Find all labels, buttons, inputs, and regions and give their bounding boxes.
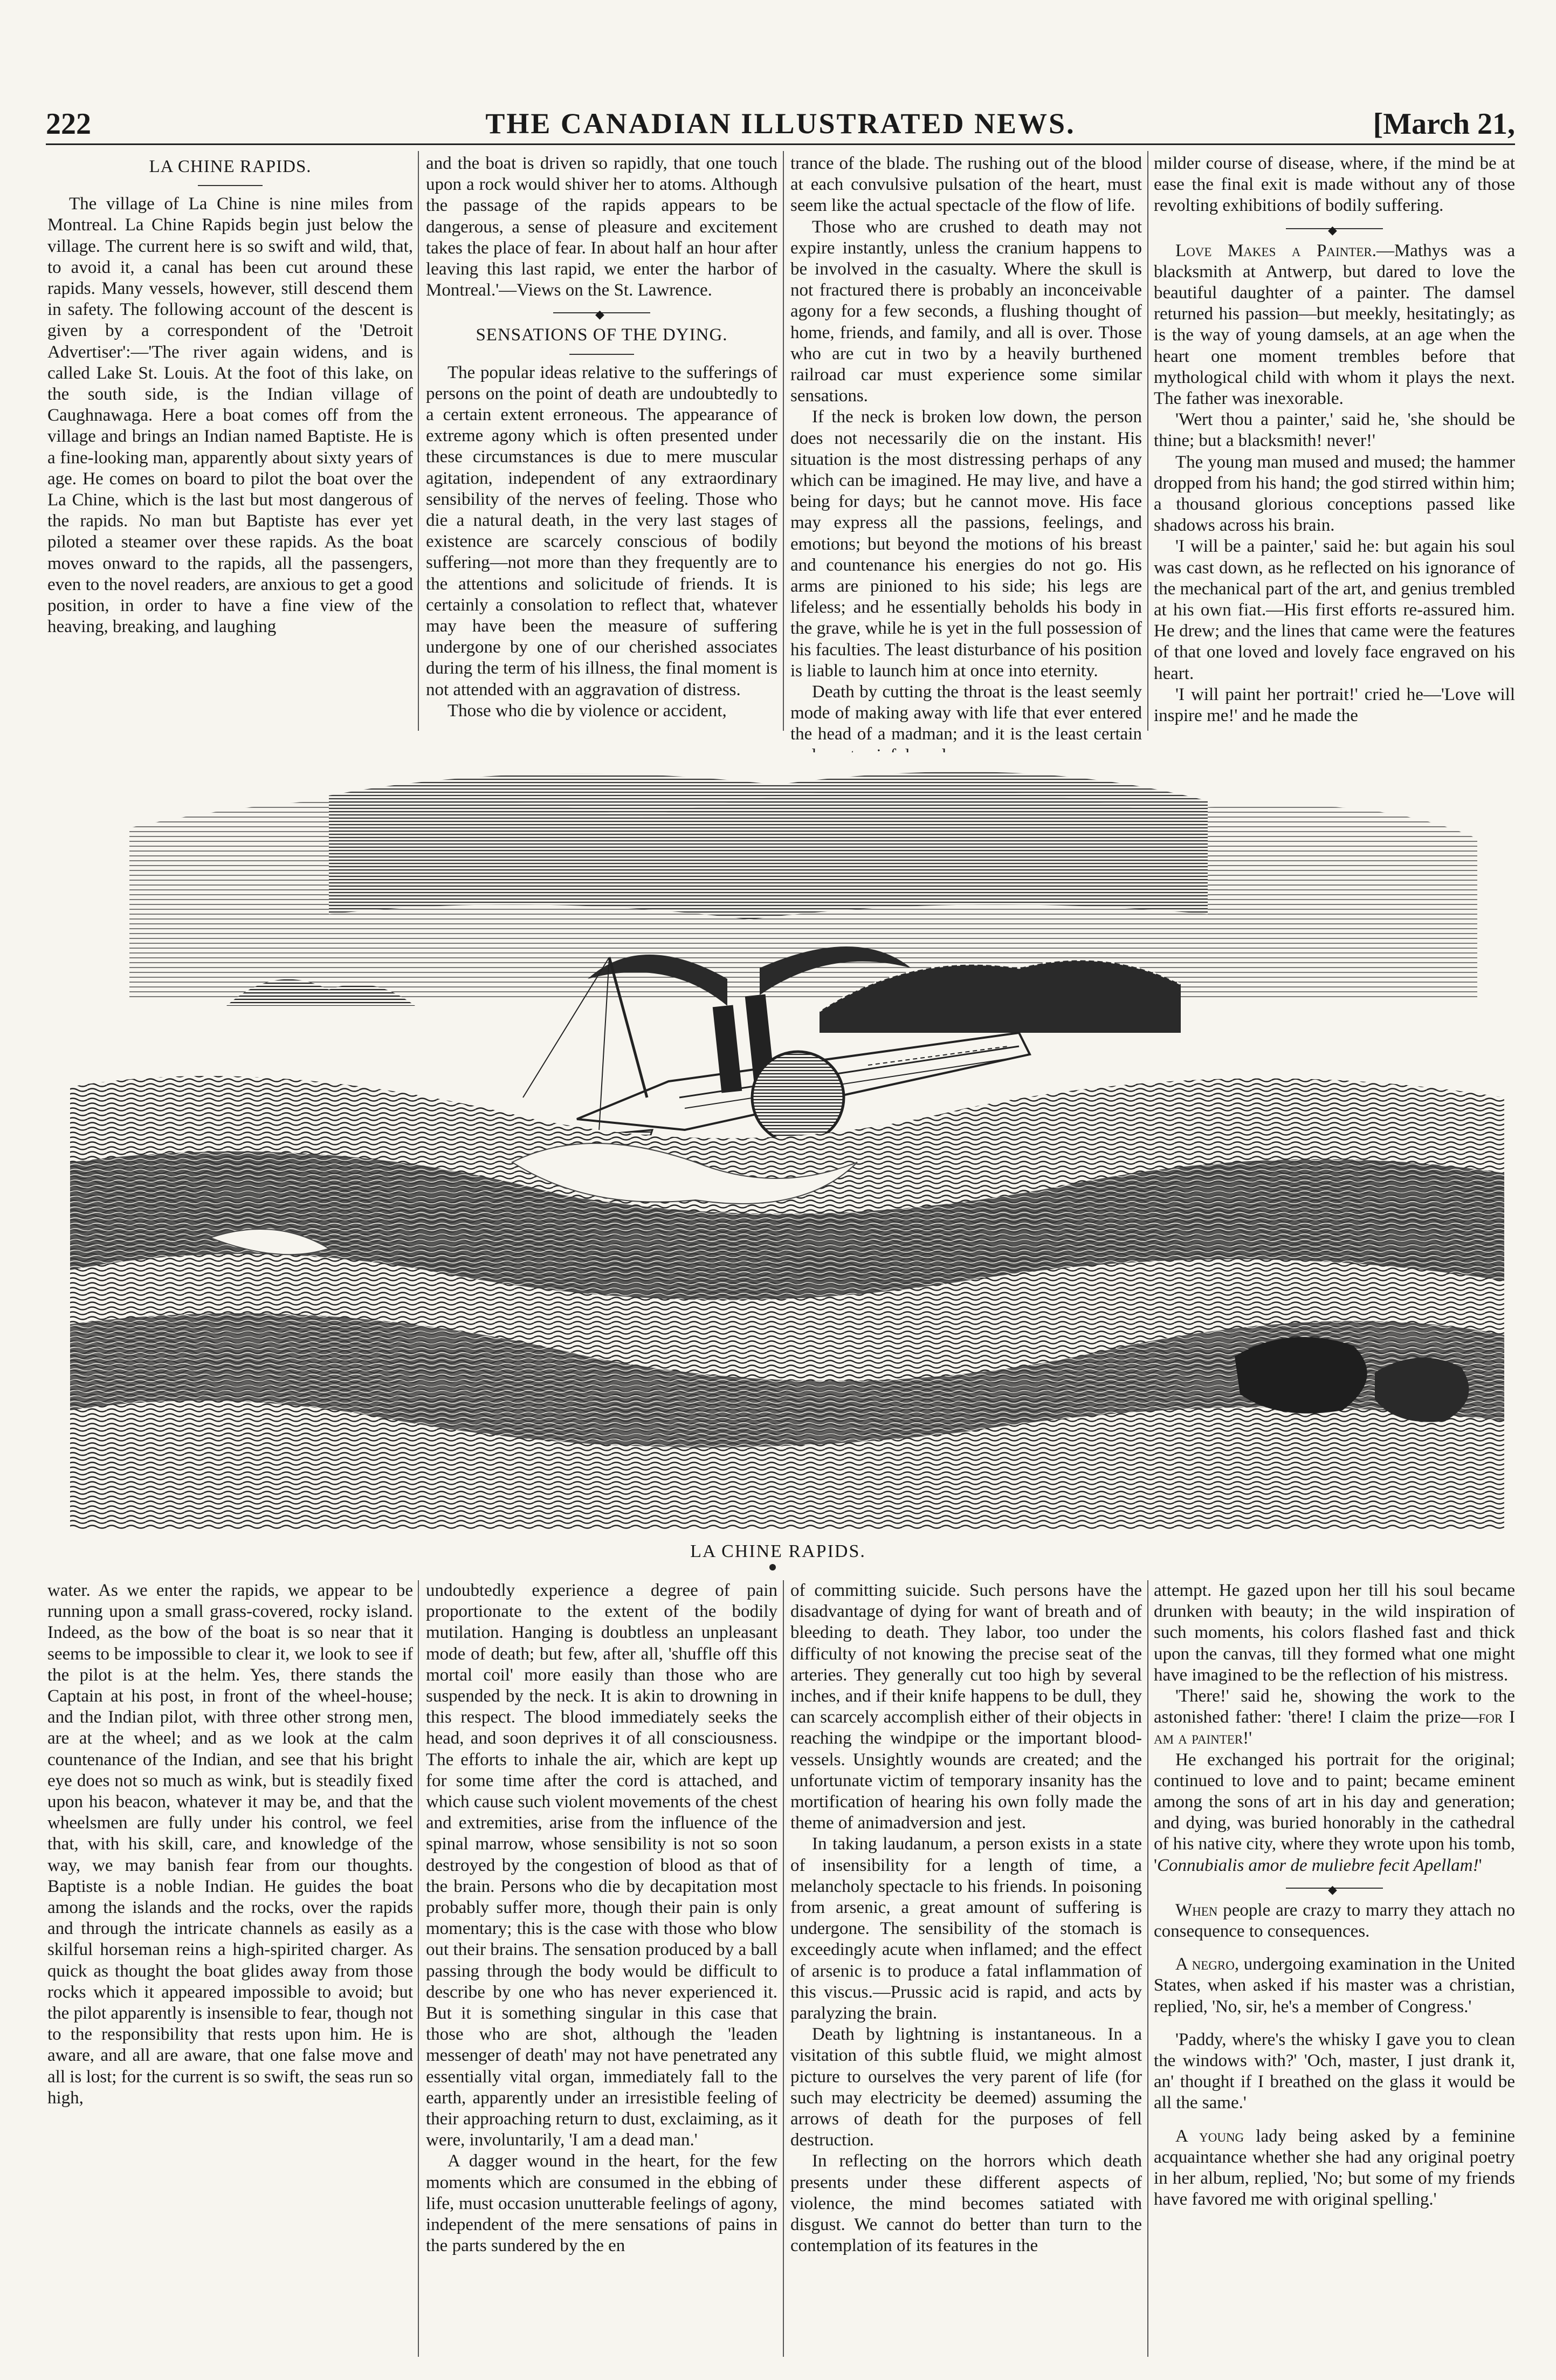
article-text: The popular ideas relative to the sufferings of persons on the point of death are undoubtedly to a certain extent erroneous. The appearance of extreme agony which is often presented under these circumstances is due to mere muscular agitation, independent of any extraordinary sensibility of the nerves of feeling. Those who die a natural death, in the very last stages of existence are scarcely conscious of bodily suffering—not more than they frequently are to the attentions and solicitude of friends. It is certainly a consolation to reflect that, whatever may have been the measure of suffering undergone by one of our cherished associates during the term of his illness, the final moment is not attended with an aggravation of distress. [426,362,777,699]
article-text: undoubtedly experience a degree of pain proportionate to the extent of the bodily mutilation. Hanging is doubtless an unpleasant mode of death; but few, after all, 'shuffle off this mortal coil' more easily than those who are suspended by the neck. It is akin to drowning in this respect. The blood immediately seeks the head, and soon deprives it of all consciousness. The efforts to inhale the air, which are kept up for some time after the cord is attached, and which cause such violent movements of the chest and extremities, arise from the influence of the spinal marrow, whose sensibility is not so soon destroyed by the congestion of blood as that of the brain. Persons who die by decapitation most probably suffer more, though their pain is only momentary; this is the case with those who blow out their brains. The sensation produced by a ball passing through the body would be difficult to describe by one who has never experienced it. But it is something singular in this case that those who are shot, although the 'leaden messenger of death' may not have penetrated any essentially vital organ, immediately fall to the earth, apparently under an irresistible feeling of their approaching return to dust, exclaiming, as it were, involuntarily, 'I am a dead man.' [426,1581,777,2150]
article-text: undergoing examination in the United States, when asked if his master was a christian, replied, 'No, sir, he's a member of Congress.' [1154,1954,1516,2017]
newspaper-title: THE CANADIAN ILLUSTRATED NEWS. [485,107,1076,140]
lead-in: Love Makes a Painter. [1175,241,1376,260]
article-text: 'Wert thou a painter,' said he, 'she should be thine; but a blacksmith! never!' [1154,410,1515,451]
ornament-rule [1286,224,1383,233]
article-text: ' [1478,1855,1482,1875]
column-rule [783,151,784,731]
article-heading-sensations: SENSATIONS OF THE DYING. [476,325,728,345]
article-text: and the boat is driven so rapidly, that one touch upon a rock would shiver her to atoms. Although the passage of the rapids appears to be dangerous, a sense of pleasure and excitement takes the place of fear. In about half an hour after leaving this last rapid, we enter the harbor of Montreal.'—Views on the St. Lawrence. [426,154,777,300]
column-4-bottom [1154,1580,1515,2360]
article-text: Death by cutting the throat is the least seemly mode of making away with life that ever entered the head of a madman; and it is the least certain [790,682,1142,744]
article-text: attempt. He gazed upon her till his soul became drunken with beauty; in the wild inspiration of such moments, his colors flashed fast and thick upon the canvas, till they formed what one might have imagined to be the reflection of his mistress. [1154,1581,1515,1685]
lead-in: A negro, [1175,1954,1240,1974]
article-text: trance of the blade. The rushing out of the blood at each convulsive pulsation of the heart, must seem like the actual spectacle of the flow of life. [790,154,1142,216]
article-text: Those who die by violence or accident, [447,701,727,721]
article-text: Death by lightning is instantaneous. In a visitation of this subtle fluid, we might almost picture to ourselves the very parent of life (for such may electricity be deemed) assuming the arrows of death for the purposes of fell destruction. [790,2025,1142,2150]
article-text: of committing suicide. Such persons have the disadvantage of dying for want of breath and of bleeding to death. They labor, too under the difficulty of not knowing the precise seat of the arteries. They generally cut too high by several inches, and if their knife happens to be dull, they can scarcely accomplish either of their objects in reaching the windpipe or the important blood-vessels. Unsightly wounds are created; and the unfortunate victim of temporary insanity has the mortification of hearing his own folly made the theme of animadversion and jest. [790,1581,1142,1833]
separator [198,185,263,186]
masthead [46,102,1515,140]
column-3-top [790,153,1142,744]
article-text: The young man mused and mused; the hammer dropped from his hand; the god stirred within him; a thousand glorious conceptions passed like shadows across his brain. [1154,452,1515,536]
article-text: 'I will paint her portrait!' cried he—'Love will inspire me!' and he made the [1154,684,1515,726]
article-text: —Mathys was a blacksmith at Antwerp, but dared to love the beautiful daughter of a painter. The damsel returned his passion—but meekly, hesitatingly; as is the way of young damsels, at an age when the heart one moment trembles before that mythological child with whom it plays the next. The father was inexorable. [1154,241,1515,409]
article-text: 'Paddy, where's the whisky I gave you to clean the windows with?' 'Och, master, I just drank it, an' thought if I breathed on the glass it would be all the same.' [1154,2029,1515,2113]
article-heading-la-chine: LA CHINE RAPIDS. [149,157,312,176]
column-4-top [1154,153,1515,733]
column-rule [1147,1580,1148,2357]
ornament-rule [553,308,650,317]
ornament-rule [1286,1884,1383,1892]
article-text: !' [1243,1729,1252,1748]
column-3-bottom [790,1580,1142,2360]
column-2-top [426,153,777,733]
caption-bullet [769,1564,776,1570]
column-rule [1147,151,1148,731]
illustration-caption: LA CHINE RAPIDS. [690,1541,866,1561]
article-text: Those who are crushed to death may not expire instantly, unless the cranium happens to be involved in the casualty. Where the skull is not fractured there is probably an inconceivable agony for a few seconds, a flushing thought of home, friends, and family, and all is over. Those who are cut in two by a heavily burthened railroad car must experience some similar sensations. [790,217,1142,406]
article-text: people are crazy to marry they attach no consequence to consequences. [1154,1900,1515,1942]
article-text: 'There!' said he, showing the work to the astonished father: 'there! I claim the prize— [1154,1686,1515,1727]
separator [569,354,634,355]
article-text: If the neck is broken low down, the person does not necessarily die on the instant. His situation is the most distressing perhaps of any which can be imagined. He may live, and have a being for days; but he cannot move. His face may express all the passions, feelings, and emotions; but beyond the motions of his breast and countenance his energies do not go. His arms are pinioned to his side; his legs are lifeless; and he essentially beholds his body in the grave, while he is yet in the full possession of his faculties. The least disturbance of his position is liable to launch him at once into eternity. [790,407,1142,681]
engraving-la-chine-rapids [49,752,1515,1529]
column-rule [783,1580,784,2357]
article-text: lady being asked by a feminine acquaintance whether she had any original poetry in her album, replied, 'No; but some of my friends have favored me with original spelling.' [1154,2126,1516,2210]
article-text: He exchanged his portrait for the original; continued to love and to paint; became eminent among the sons of art in his day and generation; and dying, was buried honorably in the cathedral of his native city, where they wrote upon his tomb, ' [1154,1750,1515,1875]
column-2-bottom [426,1580,777,2360]
article-text: In taking laudanum, a person exists in a state of insensibility for a length of time, a melancholy spectacle to his friends. In poisoning from arsenic, a great amount of suffering is undergone. The sensibility of the stomach is exceedingly acute when inflamed; and the effect of arsenic is to produce a fatal inflammation of this viscus.—Prussic acid is rapid, and acts by paralyzing the brain. [790,1834,1142,2024]
column-1-top [47,153,413,733]
column-rule [418,151,419,731]
column-rule [418,1580,419,2357]
article-text: milder course of disease, where, if the mind be at ease the final exit is made without any of those revolting exhibitions of bodily suffering. [1154,154,1515,216]
emphasis-text: for I am a painter [1154,1707,1516,1748]
column-1-bottom [47,1580,413,2360]
article-text: A dagger wound in the heart, for the few moments which are consumed in the ebbing of life, must occasion unutterable feelings of agony, independent of the mere sensations of pains in the parts sundered by the en [426,2151,777,2256]
lead-in: When [1175,1900,1218,1920]
article-text: The village of La Chine is nine miles from Montreal. La Chine Rapids begin just below the village. The current here is so swift and wild, that, to avoid it, a canal has been cut around these rapids. Many vessels, however, still descend them in safety. The following account of the descent is given by a correspondent of the 'Detroit Advertiser':—'The river again widens, and is called Lake St. Louis. At the foot of this lake, on the south side, is the Indian village of Caughnawaga. Here a boat comes off from the village and brings an Indian named Baptiste. He is a fine-looking man, apparently about sixty years of age. He comes on board to pilot the boat over the La Chine, which is the last but most dangerous of the rapids. No man but Baptiste has ever yet piloted a steamer over these rapids. As the boat moves onward to the rapids, all the passengers, even to the novel readers, are anxious to get a good position, in order to have a fine view of the heaving, breaking, and laughing [47,194,413,637]
article-text: 'I will be a painter,' said he: but again his soul was cast down, as he reflected on his ignorance of the mechanical part of the art, and genius trembled at his own fiat.—His first efforts re-assured him. He drew; and the lines that came were the features of that one loved and lovely face engraved on his heart. [1154,537,1515,683]
article-text: In reflecting on the horrors which death presents under these different aspects of violence, the mind becomes satiated with disgust. We cannot do better than turn to the contemplation of its features in the [790,2151,1142,2256]
lead-in: A young [1175,2126,1244,2146]
page-number: 222 [46,107,91,141]
epitaph-text: Connubialis amor de muliebre fecit Apellam! [1156,1855,1479,1875]
issue-date: [March 21, [1373,107,1515,141]
masthead-rule [46,143,1515,145]
article-text: water. As we enter the rapids, we appear to be running upon a small grass-covered, rocky island. Indeed, as the bow of the boat is so near that it seems to be impossible to clear it, we look to see if the pilot is at the helm. Yes, there stands the Captain at his post, in front of the wheel-house; and the Indian pilot, with three other strong men, are at the wheel; and as we look at the calm countenance of the Indian, and see that his bright eye does not so much as wink, but is steadily fixed upon his beacon, whatever it may be, and that the wheelsmen are fully under his control, we feel that, with his skill, care, and knowledge of the way, we may banish fear from our thoughts. Baptiste is a noble Indian. He guides the boat among the islands and the rocks, over the rapids and through the intricate channels as easily as a skilful horseman reins a high-spirited charger. As quick as thought the boat glides away from those rocks which it appeared impossible to avoid; but the pilot apparently is insensible to fear, though not to the responsibility that rests upon him. He is aware, and all are aware, that one false move and all is lost; for the current is so swift, the seas run so high, [47,1581,413,2108]
